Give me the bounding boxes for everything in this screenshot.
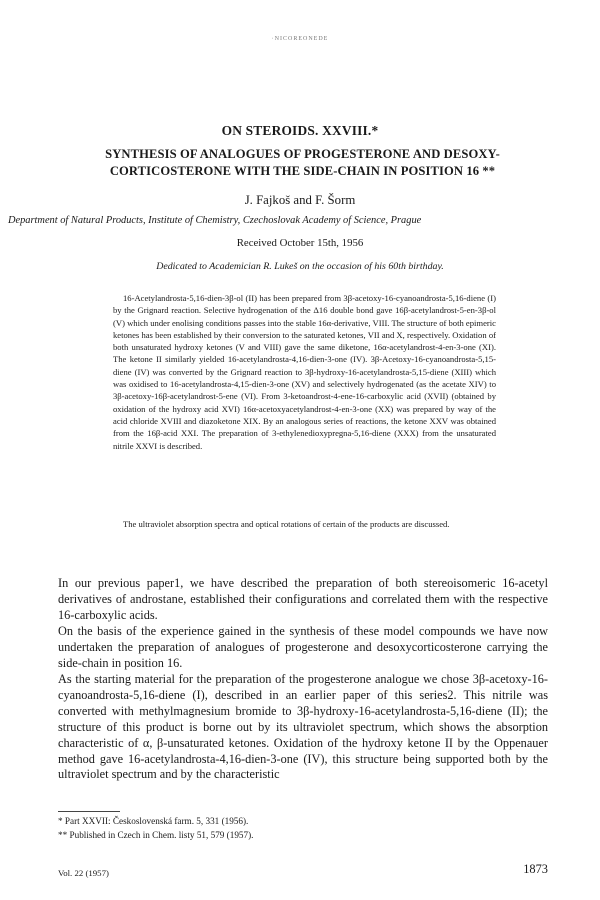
article-subtitle: SYNTHESIS OF ANALOGUES OF PROGESTERONE AND DESOXY-CORTICOSTERONE WITH THE SIDE-CHAIN IN POSITION 16 **: [105, 147, 500, 178]
abstract-paragraph-2: The ultraviolet absorption spectra and optical rotations of certain of the products are discussed.: [123, 519, 450, 529]
footnote-2: ** Published in Czech in Chem. listy 51, 579 (1957).: [58, 830, 254, 840]
affiliation: Department of Natural Products, Institute of Chemistry, Czechoslovak Academy of Science, Prague: [8, 215, 422, 226]
article-title: ON STEROIDS. XXVIII.*: [221, 123, 379, 138]
authors: J. Fajkoš and F. Šorm: [244, 193, 356, 207]
body-paragraph-3: As the starting material for the preparation of the progesterone analogue we chose 3β-acetoxy-16-cyanoandrosta-5,16-diene (I), described in an earlier paper of this series2. This nitrile was converted with methylmagnesium bromide to 3β-hydroxy-16-acetylandrosta-5,16-diene (II); the structure of this product is borne out by its ultraviolet spectrum, which shows the absorption characteristic of α, β-unsaturated ketones. Oxidation of the hydroxy ketone II by the Oppenauer method gave 16-acetylandrosta-4,16-dien-3-one (IV), this structure being supported both by the ultraviolet spectrum and by the characteristic: [58, 672, 548, 782]
volume-info: Vol. 22 (1957): [58, 868, 109, 878]
footnote-rule: [58, 811, 120, 812]
abstract-paragraph: 16-Acetylandrosta-5,16-dien-3β-ol (II) has been prepared from 3β-acetoxy-16-cyanoandrosta-5,16-diene (I) by the Grignard reaction. Selective hydrogenation of the Δ16 double bond gave 16β-acetylandrost-5-en-3β-ol (V) which under enolising conditions passes into the stable 16α-derivative, VIII. The structure of both epimeric ketones has been established by their conversion to the saturated ketones, VII and X, respectively. Oxidation of both unsaturated hydroxy ketones (V and VIII) gave the same diketone, 16α-acetylandrost-4-en-3-one (XI). The ketone II similarly yielded 16-acetylandrosta-4,16-dien-3-one (IV). 3β-Acetoxy-16-cyanoandrosta-5,15-diene (IV) was converted by the Grignard reaction to 3β-hydroxy-16-acetylandrosta-5,15-diene (XIII) which was oxidised to 16-acetylandrosta-4,15-dien-3-one (XV) and selectively hydrogenated (as the acetate XIV) to 3β-acetoxy-16β-acetylandrost-5-ene (VI). From 3-ketoandrost-4-ene-16-carboxylic acid (XVII) (obtained by oxidation of the hydroxy acid XVI) 16α-acetoxyacetylandrost-4-en-3-one (XX) was prepared by way of the acid chloride XVIII and diazoketone XIX. By an analogous series of reactions, the ketone XXV was obtained from the 16β-acid XXI. The preparation of 3-ethylenedioxypregna-5,16-diene (XXX) from the unsaturated nitrile XXVI is described.: [113, 293, 496, 451]
running-head: ·NICOREONEDE: [271, 36, 329, 42]
dedication: Dedicated to Academician R. Lukeš on the occasion of his 60th birthday.: [156, 261, 444, 272]
received-date: Received October 15th, 1956: [236, 237, 364, 249]
footnote-1: * Part XXVII: Československá farm. 5, 331 (1956).: [58, 816, 249, 826]
body-paragraph-1: In our previous paper1, we have described the preparation of both stereoisomeric 16-acetyl derivatives of androstane, established their configurations and correlated them with the respective 16-carboxylic acids.: [58, 576, 548, 622]
page-number: 1873: [523, 862, 548, 876]
body-paragraph-2: On the basis of the experience gained in the synthesis of these model compounds we have now undertaken the preparation of analogues of progesterone and desoxycorticosterone carrying the side-chain in position 16.: [58, 624, 548, 670]
